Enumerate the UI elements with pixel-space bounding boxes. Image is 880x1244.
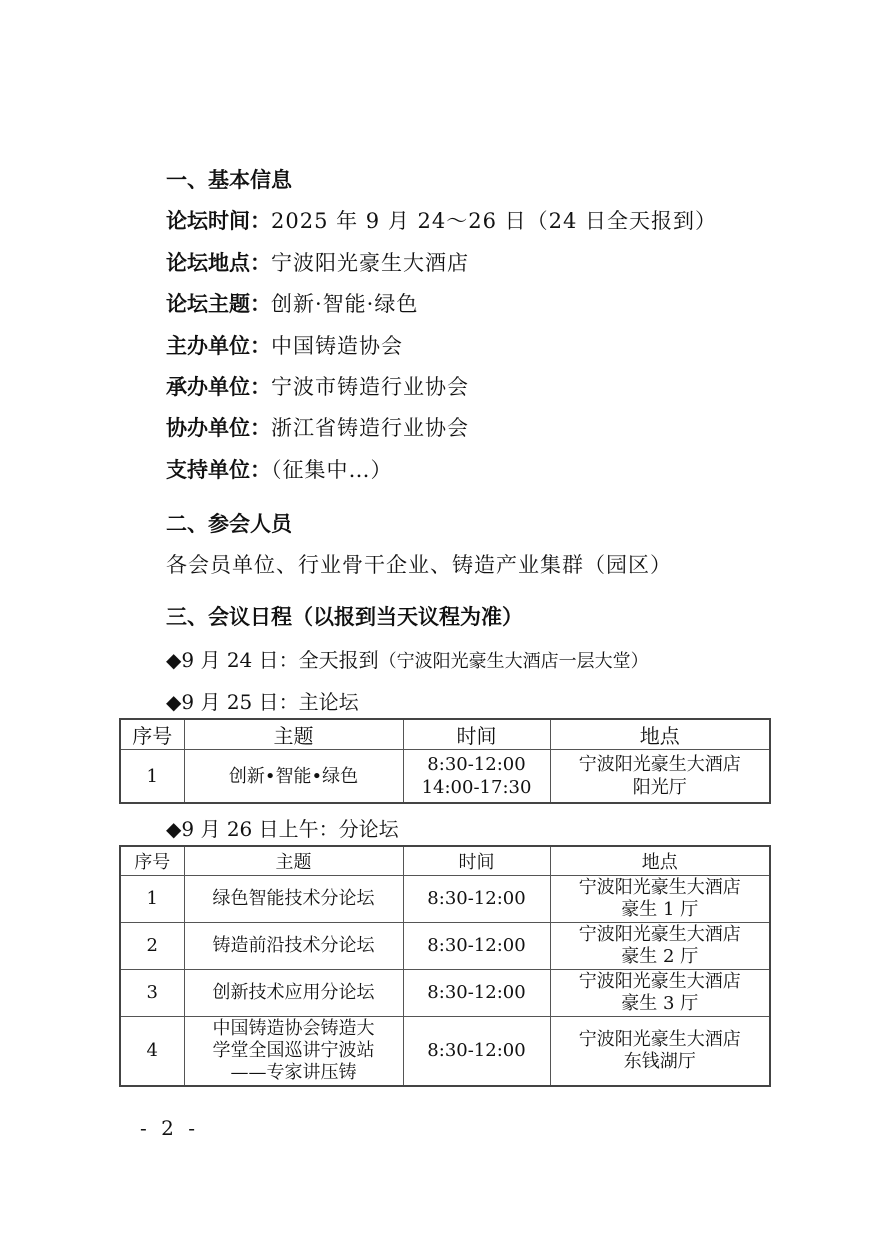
topic-line: 中国铸造协会铸造大: [212, 1018, 375, 1039]
day26-label: 9 月 26 日上午：分论坛: [181, 817, 399, 841]
cell-time: 8:30-12:00: [403, 1017, 550, 1087]
info-label: 协办单位：: [166, 416, 271, 440]
cell-no: 1: [120, 750, 184, 804]
cell-time: 8:30-12:00: [403, 876, 550, 923]
place-hall: 东钱湖厅: [623, 1051, 696, 1072]
table-header-row: [120, 719, 770, 750]
time-afternoon: 14:00-17:30: [421, 777, 532, 798]
place-venue: 宁波阳光豪生大酒店: [578, 1029, 741, 1050]
cell-no: 2: [120, 923, 184, 970]
place-venue: 宁波阳光豪生大酒店: [578, 754, 741, 775]
place-hall: 豪生 2 厅: [621, 946, 699, 967]
cell-topic: 铸造前沿技术分论坛: [184, 923, 403, 970]
info-row-theme: [166, 290, 418, 318]
header-topic: 主题: [184, 846, 403, 876]
diamond-bullet-icon: ◆: [166, 648, 182, 672]
header-no: 序号: [120, 846, 184, 876]
info-value: 中国铸造协会: [271, 334, 403, 358]
cell-time: 8:30-12:00: [403, 923, 550, 970]
day24-note: （宁波阳光豪生大酒店一层大堂）: [378, 651, 649, 672]
day24-date: 9 月 24 日：全天报到: [181, 648, 379, 672]
time-morning: 8:30-12:00: [427, 754, 526, 775]
cell-no: 1: [120, 876, 184, 923]
place-venue: 宁波阳光豪生大酒店: [578, 971, 741, 992]
header-time: 时间: [403, 846, 550, 876]
diamond-bullet-icon: ◆: [166, 690, 182, 714]
header-no: 序号: [120, 719, 184, 750]
day25-label: 9 月 25 日：主论坛: [181, 690, 359, 714]
info-row-time: [166, 207, 717, 235]
topic-line: ——专家讲压铸: [230, 1062, 357, 1083]
header-time: 时间: [403, 719, 550, 750]
section2-heading: 二、参会人员: [166, 512, 292, 536]
info-label: 论坛主题：: [166, 292, 271, 316]
info-label: 论坛时间：: [166, 209, 271, 233]
info-label: 支持单位：: [166, 458, 271, 482]
place-hall: 豪生 3 厅: [621, 993, 699, 1014]
cell-time: 8:30-12:00: [403, 970, 550, 1017]
table-row: [120, 876, 770, 923]
cell-place: [550, 876, 770, 923]
info-label: 主办单位：: [166, 334, 271, 358]
cell-place: [550, 923, 770, 970]
sub-forum-table: [119, 845, 771, 1087]
section3-heading: 三、会议日程（以报到当天议程为准）: [166, 605, 523, 629]
place-venue: 宁波阳光豪生大酒店: [578, 877, 741, 898]
info-row-location: [166, 249, 469, 277]
info-value: 浙江省铸造行业协会: [271, 416, 469, 440]
page-number: - 2 -: [140, 1116, 199, 1140]
cell-time: [403, 750, 550, 804]
cell-topic: [184, 1017, 403, 1087]
place-venue: 宁波阳光豪生大酒店: [578, 924, 741, 945]
info-value: 2025 年 9 月 24～26 日（24 日全天报到）: [271, 209, 718, 233]
day25-line: [166, 688, 359, 716]
table-row: [120, 923, 770, 970]
table-header-row: [120, 846, 770, 876]
table-row: [120, 1017, 770, 1087]
info-value: 宁波阳光豪生大酒店: [271, 251, 469, 275]
diamond-bullet-icon: ◆: [166, 817, 182, 841]
cell-no: 3: [120, 970, 184, 1017]
main-forum-table: [119, 718, 771, 804]
info-value: （征集中…）: [271, 458, 393, 482]
topic-line: 学堂全国巡讲宁波站: [212, 1040, 375, 1061]
cell-place: [550, 750, 770, 804]
section1-heading: 一、基本信息: [166, 168, 292, 192]
day26-line: [166, 815, 399, 843]
info-value: 创新·智能·绿色: [271, 292, 419, 316]
info-row-supporter: [166, 456, 393, 484]
day24-line: [166, 646, 649, 676]
attendees-text: 各会员单位、行业骨干企业、铸造产业集群（园区）: [166, 553, 672, 577]
header-place: 地点: [550, 846, 770, 876]
place-hall: 豪生 1 厅: [621, 899, 699, 920]
info-row-co-organizer: [166, 414, 469, 442]
cell-topic: 绿色智能技术分论坛: [184, 876, 403, 923]
cell-no: 4: [120, 1017, 184, 1087]
header-topic: 主题: [184, 719, 403, 750]
cell-place: [550, 970, 770, 1017]
cell-topic: 创新技术应用分论坛: [184, 970, 403, 1017]
cell-topic: 创新•智能•绿色: [184, 750, 403, 804]
cell-place: [550, 1017, 770, 1087]
info-label: 承办单位：: [166, 375, 271, 399]
place-hall: 阳光厅: [632, 777, 687, 798]
info-label: 论坛地点：: [166, 251, 271, 275]
table-row: [120, 750, 770, 804]
table-row: [120, 970, 770, 1017]
info-value: 宁波市铸造行业协会: [271, 375, 469, 399]
header-place: 地点: [550, 719, 770, 750]
info-row-organizer: [166, 373, 469, 401]
info-row-host: [166, 332, 403, 360]
